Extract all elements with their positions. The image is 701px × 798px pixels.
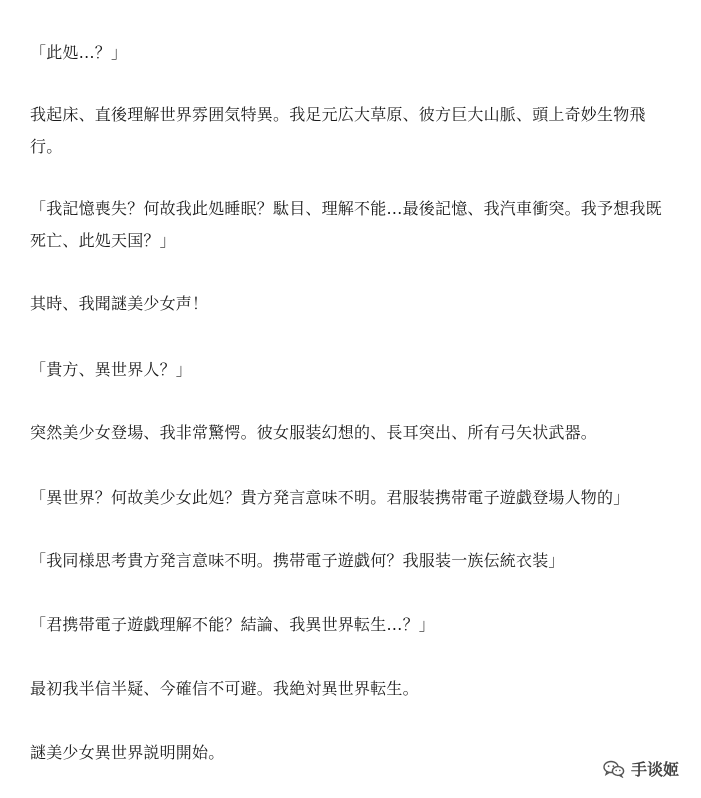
paragraph-11: 謎美少女異世界説明開始。 bbox=[30, 743, 225, 762]
wechat-icon bbox=[603, 760, 625, 778]
paragraph-5: 「貴方、異世界人？」 bbox=[30, 360, 193, 379]
paragraph-10: 最初我半信半疑、今確信不可避。我絶対異世界転生。 bbox=[30, 679, 419, 698]
paragraph-7: 「異世界？何故美少女此処？貴方発言意味不明。君服装携帯電子遊戯登場人物的」 bbox=[30, 488, 630, 507]
paragraph-2: 我起床、直後理解世界雰囲気特異。我足元広大草原、彼方巨大山脈、頭上奇妙生物飛行。 bbox=[30, 105, 646, 156]
paragraph-9: 「君携帯電子遊戯理解不能？結論、我異世界転生…？」 bbox=[30, 615, 436, 634]
watermark bbox=[603, 757, 679, 780]
paragraph-8: 「我同様思考貴方発言意味不明。携帯電子遊戯何？我服装一族伝統衣装」 bbox=[30, 551, 565, 570]
paragraph-3: 「我記憶喪失？何故我此処睡眠？駄目、理解不能…最後記憶、我汽車衝突。我予想我既死亡、此処天国？」 bbox=[30, 199, 662, 250]
paragraph-1: 「此処…？」 bbox=[30, 43, 128, 62]
paragraph-4: 其時、我聞謎美少女声！ bbox=[30, 294, 209, 313]
watermark-text: 手谈姬 bbox=[630, 760, 679, 779]
paragraph-6: 突然美少女登場、我非常驚愕。彼女服装幻想的、長耳突出、所有弓矢状武器。 bbox=[30, 423, 598, 442]
